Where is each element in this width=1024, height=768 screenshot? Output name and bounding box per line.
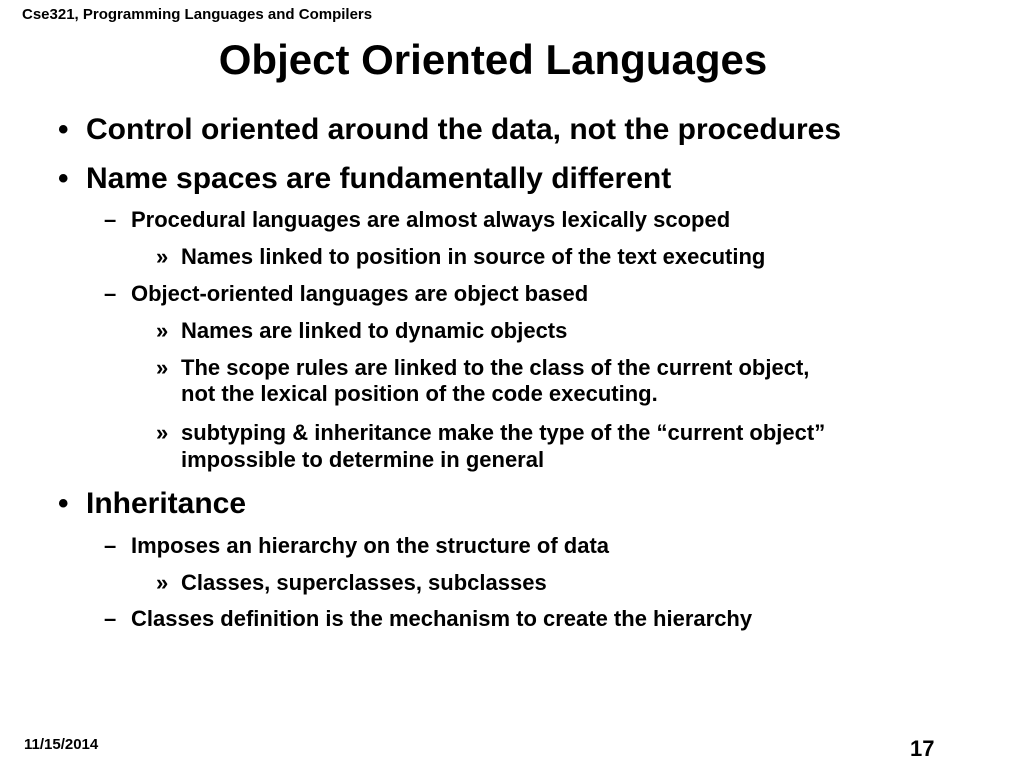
bullet-control-oriented: Control oriented around the data, not the procedures xyxy=(86,113,842,146)
bullet-marker: • xyxy=(58,162,69,195)
course-header: Cse321, Programming Languages and Compilers xyxy=(22,6,373,23)
sub-sub-bullet-names-position: Names linked to position in source of the text executing xyxy=(181,244,766,269)
sub-bullet-procedural: Procedural languages are almost always lexically scoped xyxy=(131,207,731,232)
page-number: 17 xyxy=(910,736,935,761)
slide-title: Object Oriented Languages xyxy=(218,36,768,83)
footer-date: 11/15/2014 xyxy=(24,736,99,753)
sub-sub-bullet-subtyping: subtyping & inheritance make the type of the “current object” xyxy=(181,420,826,445)
sub-sub-bullet-subtyping-cont: impossible to determine in general xyxy=(181,447,545,472)
sub-bullet-marker: – xyxy=(104,606,117,631)
bullet-inheritance: Inheritance xyxy=(86,487,247,520)
sub-sub-bullet-marker: » xyxy=(156,355,169,380)
sub-bullet-hierarchy: Imposes an hierarchy on the structure of data xyxy=(131,533,610,558)
sub-sub-bullet-dynamic-objects: Names are linked to dynamic objects xyxy=(181,318,568,343)
sub-sub-bullet-marker: » xyxy=(156,318,169,343)
sub-bullet-object-oriented: Object-oriented languages are object based xyxy=(131,281,589,306)
sub-sub-bullet-marker: » xyxy=(156,420,169,445)
sub-bullet-marker: – xyxy=(104,207,117,232)
sub-bullet-classes-definition: Classes definition is the mechanism to create the hierarchy xyxy=(131,606,753,631)
bullet-marker: • xyxy=(58,113,69,146)
bullet-name-spaces: Name spaces are fundamentally different xyxy=(86,162,672,195)
sub-sub-bullet-scope-rules: The scope rules are linked to the class of the current object, xyxy=(181,355,810,380)
sub-sub-bullet-scope-rules-cont: not the lexical position of the code executing. xyxy=(181,381,658,406)
sub-bullet-marker: – xyxy=(104,281,117,306)
bullet-marker: • xyxy=(58,487,69,520)
sub-sub-bullet-marker: » xyxy=(156,244,169,269)
sub-sub-bullet-classes: Classes, superclasses, subclasses xyxy=(181,570,547,595)
sub-bullet-marker: – xyxy=(104,533,117,558)
sub-sub-bullet-marker: » xyxy=(156,570,169,595)
